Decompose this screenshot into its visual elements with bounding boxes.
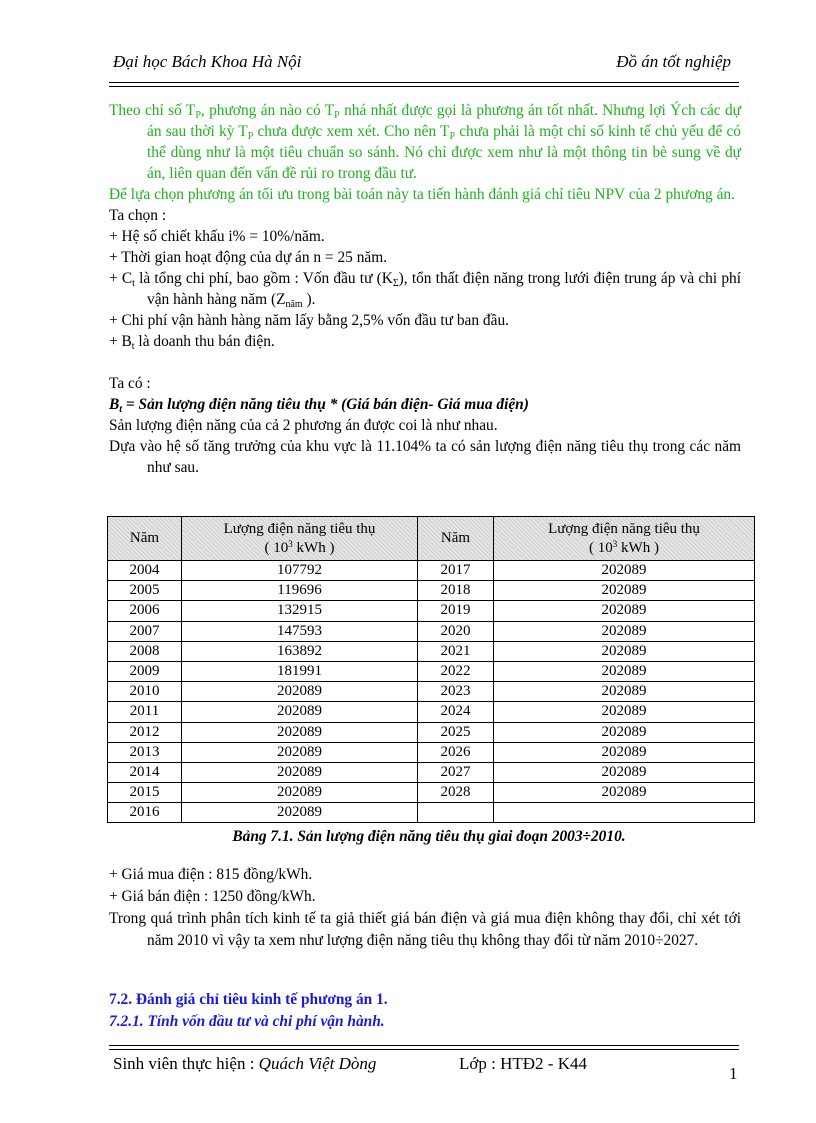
year-cell: 2018 <box>418 581 494 601</box>
table-row <box>108 581 755 601</box>
section-7-2: 7.2. Đánh giá chỉ tiêu kinh tế phương án 1. <box>109 991 388 1008</box>
item-discount: + Hệ số chiết khấu i% = 10%/năm. <box>109 228 325 245</box>
paragraph-tp: Theo chỉ số $T_P$, phương án nào có $T_P$ nhá nhất được gọi là phương án tốt nhất. Nhưng lợi Ých các dự án sau thời kỳ $T_P$ chưa được xem xét. Cho nên $T_P$ chưa phải là một chỉ số kinh tế chủ yếu để có thể dùng như là một tiêu chuẩn so sánh. Nó chỉ được xem như là một thông tin bè sung về dự án, liên quan đến vấn đề rủi ro trong đầu tư. <box>109 102 742 182</box>
section-7-2-1: 7.2.1. Tính vốn đầu tư và chi phí vận hành. <box>109 1013 385 1030</box>
consumption-cell: 202089 <box>494 742 755 762</box>
year-cell: 2008 <box>108 641 182 661</box>
paragraph-same-output: Sản lượng điện năng của cả 2 phương án được coi là như nhau. <box>109 417 498 434</box>
section-headings <box>109 989 741 1033</box>
consumption-cell: 163892 <box>182 641 418 661</box>
page-header <box>109 52 741 78</box>
year-cell: 2028 <box>418 783 494 803</box>
consumption-cell: 202089 <box>494 581 755 601</box>
header-consumption: Lượng điện năng tiêu thụ ( $10^3$ kWh ) <box>494 517 755 561</box>
table-row <box>108 702 755 722</box>
have-label: Ta có : <box>109 375 151 392</box>
consumption-cell: 202089 <box>182 742 418 762</box>
year-cell: 2022 <box>418 661 494 681</box>
consumption-cell: 119696 <box>182 581 418 601</box>
table-row <box>108 722 755 742</box>
consumption-cell: 202089 <box>494 722 755 742</box>
consumption-cell: 202089 <box>182 722 418 742</box>
consumption-cell: 202089 <box>182 702 418 722</box>
table-row <box>108 661 755 681</box>
buy-price: + Giá mua điện : 815 đồng/kWh. <box>109 866 313 883</box>
item-operating-cost: + Chi phí vận hành hàng năm lấy bằng 2,5% vốn đầu tư ban đầu. <box>109 312 509 329</box>
header-year: Năm <box>108 517 182 561</box>
year-cell: 2009 <box>108 661 182 681</box>
paragraph-assumption: Trong quá trình phân tích kinh tế ta giả thiết giá bán điện và giá mua điện không thay đổi, chỉ xét tới năm 2010 vì vậy ta xem như lượng điện năng tiêu thụ không thay đổi từ năm 2010÷2027. <box>109 910 741 949</box>
consumption-cell: 202089 <box>494 561 755 581</box>
paragraph-growth: Dựa vào hệ số tăng trưởng của khu vực là 11.104% ta có sản lượng điện năng tiêu thụ trong các năm như sau. <box>109 438 741 476</box>
year-cell: 2012 <box>108 722 182 742</box>
body-text <box>109 100 741 478</box>
consumption-cell: 202089 <box>494 601 755 621</box>
consumption-cell: 202089 <box>494 783 755 803</box>
price-section <box>109 864 741 952</box>
year-cell: 2014 <box>108 762 182 782</box>
revenue-formula: $B_t$ = Sản lượng điện năng tiêu thụ * (Giá bán điện- Giá mua điện) <box>109 396 529 415</box>
table-row <box>108 601 755 621</box>
item-total-cost: + $C_t$ là tổng chi phí, bao gồm : Vốn đầu tư $(K_\Sigma)$, tổn thất điện năng trong lưới điện trung áp và chi phí vận hành hàng năm ($Z_{năm}$ ). <box>109 270 741 310</box>
consumption-cell: 132915 <box>182 601 418 621</box>
choose-label: Ta chọn : <box>109 207 167 224</box>
table-row <box>108 561 755 581</box>
consumption-table <box>107 516 755 823</box>
year-cell: 2019 <box>418 601 494 621</box>
item-lifetime: + Thời gian hoạt động của dự án n = 25 năm. <box>109 249 388 266</box>
table-caption: Bảng 7.1. Sản lượng điện năng tiêu thụ giai đoạn 2003÷2010. <box>232 828 626 845</box>
consumption-cell: 202089 <box>182 783 418 803</box>
header-university: Đại học Bách Khoa Hà Nội <box>113 52 302 71</box>
table-row <box>108 641 755 661</box>
year-cell: 2017 <box>418 561 494 581</box>
table-row <box>108 742 755 762</box>
year-cell: 2016 <box>108 803 182 823</box>
item-revenue: + $B_t$ là doanh thu bán điện. <box>109 333 275 352</box>
table-row <box>108 762 755 782</box>
year-cell: 2005 <box>108 581 182 601</box>
consumption-cell: 202089 <box>494 762 755 782</box>
consumption-cell: 107792 <box>182 561 418 581</box>
year-cell <box>418 803 494 823</box>
consumption-cell: 181991 <box>182 661 418 681</box>
consumption-cell: 147593 <box>182 621 418 641</box>
consumption-cell: 202089 <box>182 762 418 782</box>
year-cell: 2004 <box>108 561 182 581</box>
year-cell: 2025 <box>418 722 494 742</box>
year-cell: 2021 <box>418 641 494 661</box>
consumption-cell: 202089 <box>182 803 418 823</box>
header-year: Năm <box>418 517 494 561</box>
consumption-cell: 202089 <box>494 661 755 681</box>
table-row <box>108 682 755 702</box>
paragraph-npv: Để lựa chọn phương án tối ưu trong bài toán này ta tiến hành đánh giá chỉ tiêu NPV của 2 phương án. <box>109 186 735 203</box>
year-cell: 2015 <box>108 783 182 803</box>
consumption-cell: 202089 <box>494 682 755 702</box>
year-cell: 2024 <box>418 702 494 722</box>
consumption-cell <box>494 803 755 823</box>
sell-price: + Giá bán điện : 1250 đồng/kWh. <box>109 888 316 905</box>
header-rule <box>109 82 739 87</box>
year-cell: 2027 <box>418 762 494 782</box>
header-doc-type: Đồ án tốt nghiệp <box>616 52 731 71</box>
footer-class: Lớp : HTĐ2 - K44 <box>459 1054 587 1073</box>
year-cell: 2013 <box>108 742 182 762</box>
table-row <box>108 803 755 823</box>
table-header-row <box>108 517 755 561</box>
consumption-cell: 202089 <box>494 621 755 641</box>
year-cell: 2006 <box>108 601 182 621</box>
year-cell: 2007 <box>108 621 182 641</box>
header-consumption: Lượng điện năng tiêu thụ ( $10^3$ kWh ) <box>182 517 418 561</box>
footer-rule <box>109 1045 739 1050</box>
consumption-cell: 202089 <box>494 702 755 722</box>
consumption-cell: 202089 <box>494 641 755 661</box>
year-cell: 2020 <box>418 621 494 641</box>
page-number: 1 <box>729 1064 738 1083</box>
footer-student: Sinh viên thực hiện : Quách Việt Dòng <box>113 1054 377 1073</box>
consumption-cell: 202089 <box>182 682 418 702</box>
year-cell: 2011 <box>108 702 182 722</box>
table-row <box>108 621 755 641</box>
table-row <box>108 783 755 803</box>
year-cell: 2010 <box>108 682 182 702</box>
year-cell: 2026 <box>418 742 494 762</box>
year-cell: 2023 <box>418 682 494 702</box>
